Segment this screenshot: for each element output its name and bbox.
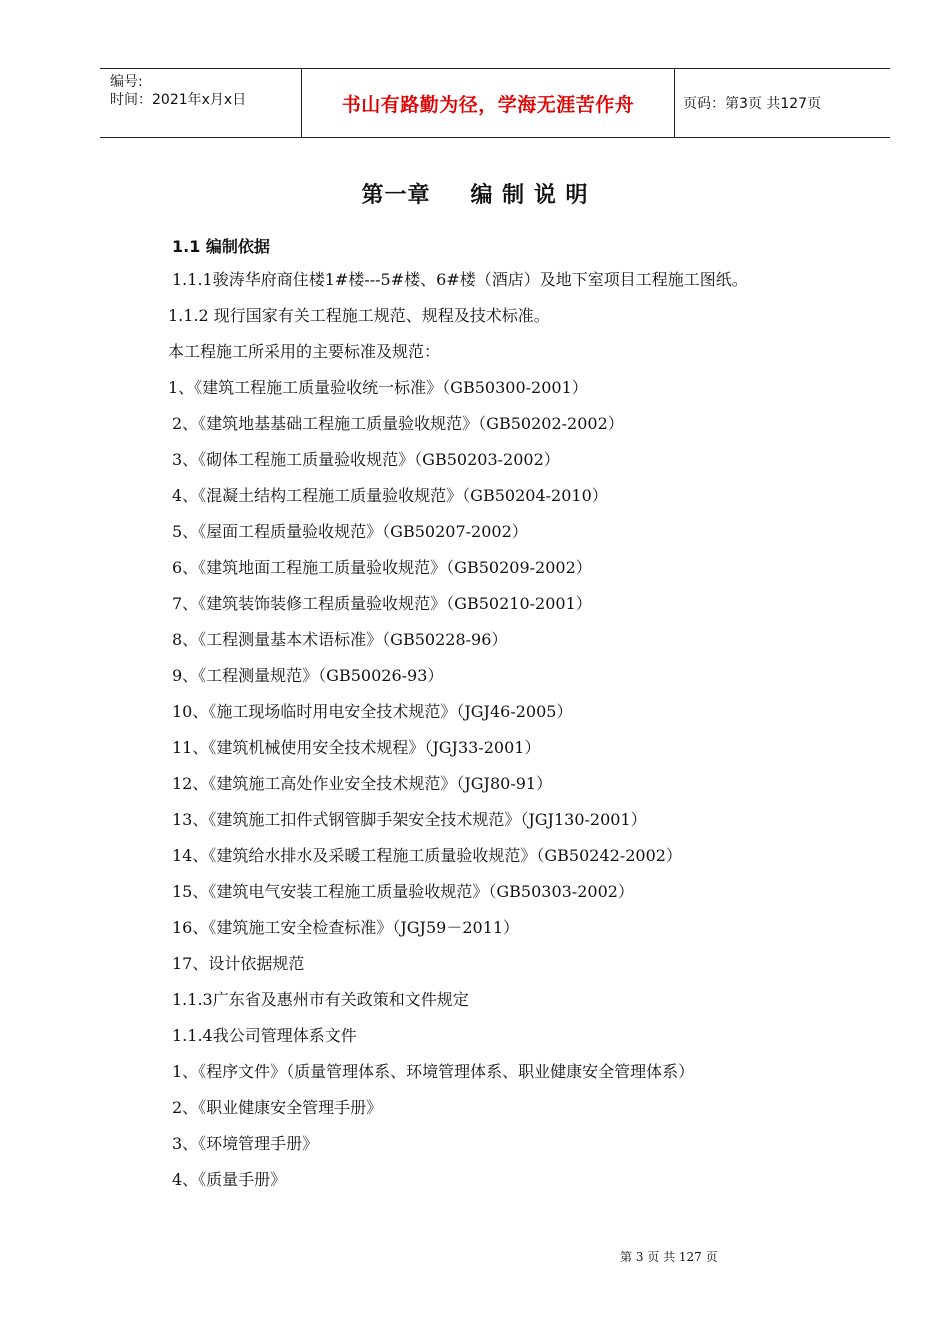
header-left-cell <box>100 69 302 137</box>
list-item: 4、《混凝土结构工程施工质量验收规范》（GB50204-2010） <box>172 486 608 505</box>
list-item: 4、《质量手册》 <box>172 1170 287 1189</box>
list-item: 11、《建筑机械使用安全技术规程》（JGJ33-2001） <box>172 738 541 757</box>
body-line: 1.1.4我公司管理体系文件 <box>172 1026 357 1045</box>
list-item: 14、《建筑给水排水及采暖工程施工质量验收规范》（GB50242-2002） <box>172 846 682 865</box>
section-heading: 1.1 编制依据 <box>172 237 270 256</box>
body-line: 1.1.2 现行国家有关工程施工规范、规程及技术标准。 <box>168 306 550 325</box>
body-line: 1.1.3广东省及惠州市有关政策和文件规定 <box>172 990 469 1009</box>
page-footer: 第 3 页 共 127 页 <box>620 1250 718 1264</box>
header-page-label: 页码：第3页 共127页 <box>683 96 822 112</box>
list-item: 13、《建筑施工扣件式钢管脚手架安全技术规范》（JGJ130-2001） <box>172 810 647 829</box>
list-item: 3、《环境管理手册》 <box>172 1134 319 1153</box>
body-line: 1.1.1骏涛华府商住楼1#楼---5#楼、6#楼（酒店）及地下室项目工程施工图纸。 <box>172 270 748 289</box>
list-item: 17、设计依据规范 <box>172 954 305 973</box>
list-item: 3、《砌体工程施工质量验收规范》（GB50203-2002） <box>172 450 560 469</box>
list-item: 12、《建筑施工高处作业安全技术规范》（JGJ80-91） <box>172 774 553 793</box>
list-item: 5、《屋面工程质量验收规范》（GB50207-2002） <box>172 522 528 541</box>
body-line: 本工程施工所采用的主要标准及规范： <box>168 342 441 361</box>
chapter-number: 第一章 <box>361 183 431 208</box>
list-item: 9、《工程测量规范》（GB50026-93） <box>172 666 444 685</box>
number-label: 编号: <box>110 74 143 90</box>
page-header <box>100 68 890 138</box>
list-item: 2、《职业健康安全管理手册》 <box>172 1098 383 1117</box>
list-item: 15、《建筑电气安装工程施工质量验收规范》（GB50303-2002） <box>172 882 634 901</box>
time-label: 时间：2021年x月x日 <box>110 92 247 108</box>
list-item: 7、《建筑装饰装修工程质量验收规范》（GB50210-2001） <box>172 594 592 613</box>
list-item: 6、《建筑地面工程施工质量验收规范》（GB50209-2002） <box>172 558 592 577</box>
chapter-title <box>0 178 950 209</box>
list-item: 10、《施工现场临时用电安全技术规范》（JGJ46-2005） <box>172 702 573 721</box>
list-item: 2、《建筑地基基础工程施工质量验收规范》（GB50202-2002） <box>172 414 624 433</box>
chapter-name: 编 制 说 明 <box>470 183 589 208</box>
list-item: 16、《建筑施工安全检查标准》（JGJ59－2011） <box>172 918 520 937</box>
header-motto: 书山有路勤为径，学海无涯苦作舟 <box>302 69 675 137</box>
list-item: 8、《工程测量基本术语标准》（GB50228-96） <box>172 630 508 649</box>
list-item: 1、《建筑工程施工质量验收统一标准》（GB50300-2001） <box>168 378 588 397</box>
list-item: 1、《程序文件》（质量管理体系、环境管理体系、职业健康安全管理体系） <box>172 1062 695 1081</box>
